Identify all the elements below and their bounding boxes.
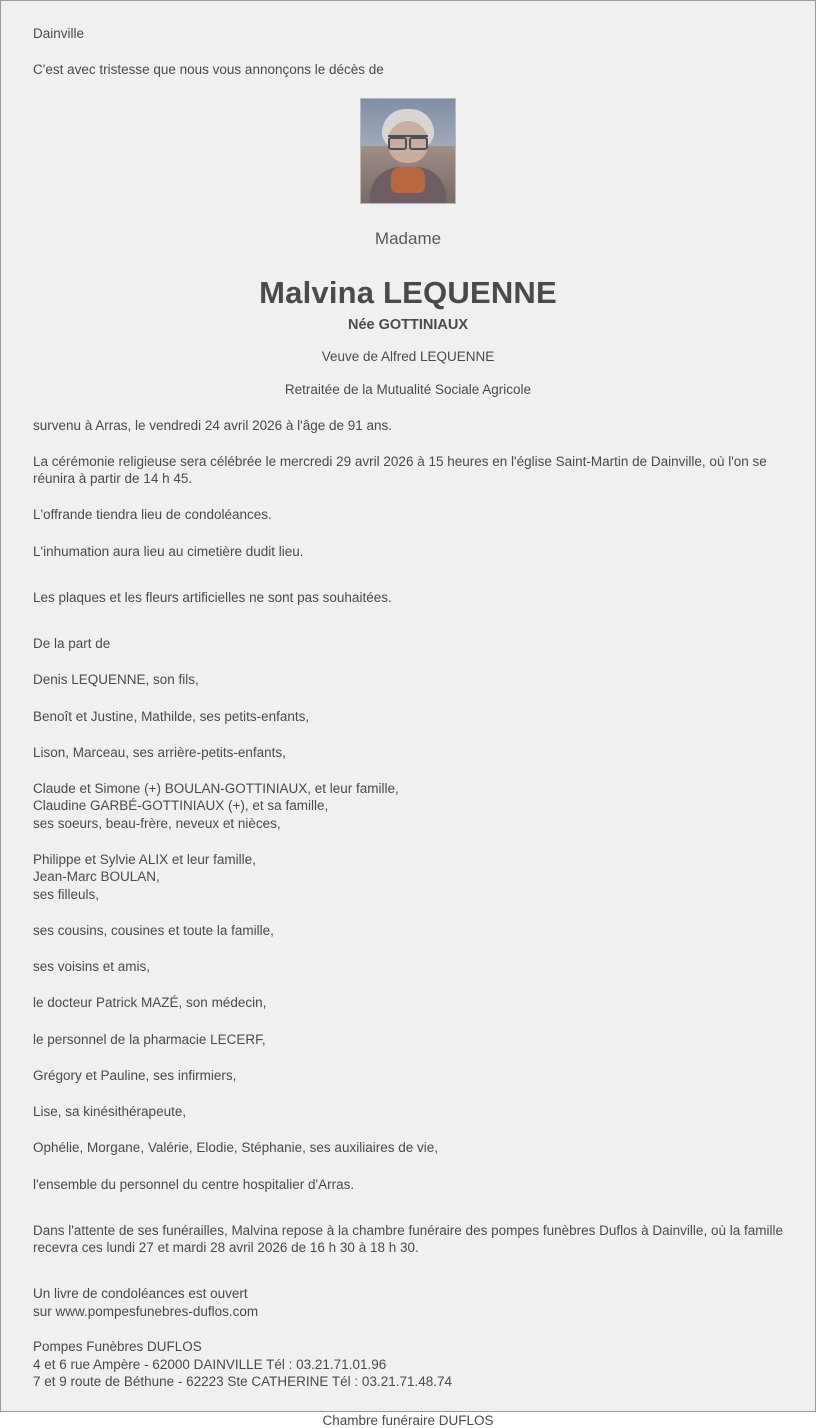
- family-line: le personnel de la pharmacie LECERF,: [33, 1031, 266, 1047]
- portrait-container: [33, 98, 783, 209]
- from-label: De la part de: [33, 636, 111, 652]
- family-line: ses filleuls,: [33, 886, 100, 902]
- family-line: Denis LEQUENNE, son fils,: [33, 672, 199, 688]
- company-name: Pompes Funèbres DUFLOS: [33, 1338, 202, 1354]
- family-line: Claudine GARBÉ-GOTTINIAUX (+), et sa famille,: [33, 798, 329, 814]
- family-group: [33, 958, 783, 975]
- family-group: [33, 671, 783, 688]
- resting-line: Dans l'attente de ses funérailles, Malvina repose à la chambre funéraire des pompes funèbres Duflos à Dainville, où la famille recevra ces lundi 27 et mardi 28 avril 2026 de 16 h 30 à 18 h 30.: [33, 1222, 783, 1256]
- civility-label: Madame: [374, 228, 442, 248]
- ceremony-line: La cérémonie religieuse sera célébrée le mercredi 29 avril 2026 à 15 heures en l'église Saint-Martin de Dainville, où l'on se réunira à partir de 14 h 45.: [33, 453, 767, 487]
- funeral-home-label: Chambre funéraire DUFLOS: [322, 1412, 494, 1428]
- family-list: [33, 671, 783, 1193]
- family-group: [33, 780, 783, 832]
- family-group: [33, 1176, 783, 1193]
- spacer-3: [33, 1212, 783, 1222]
- family-line: Claude et Simone (+) BOULAN-GOTTINIAUX, et leur famille,: [33, 781, 399, 797]
- photo-glasses: [388, 135, 428, 148]
- family-group: [33, 922, 783, 939]
- deceased-name: Malvina LEQUENNE: [259, 274, 557, 310]
- family-line: Lison, Marceau, ses arrière-petits-enfants,: [33, 744, 286, 760]
- photo-scarf: [391, 167, 425, 193]
- company-address-2: 7 et 9 route de Béthune - 62223 Ste CATHERINE Tél : 03.21.71.48.74: [33, 1374, 453, 1390]
- condolences-block: [33, 1285, 783, 1320]
- portrait-photo-icon: [360, 98, 456, 204]
- condolences-website[interactable]: sur www.pompesfunebres-duflos.com: [33, 1303, 259, 1319]
- family-line: Ophélie, Morgane, Valérie, Elodie, Stéphanie, ses auxiliaires de vie,: [33, 1140, 438, 1156]
- flowers-line: Les plaques et les fleurs artificielles ne sont pas souhaitées.: [33, 589, 392, 605]
- announcement-text: C'est avec tristesse que nous vous annonçons le décès de: [33, 62, 384, 78]
- death-line: survenu à Arras, le vendredi 24 avril 2026 à l'âge de 91 ans.: [33, 417, 393, 433]
- family-group: [33, 1067, 783, 1084]
- family-group: [33, 851, 783, 903]
- family-group: [33, 1103, 783, 1120]
- family-line: Philippe et Sylvie ALIX et leur famille,: [33, 851, 256, 867]
- family-line: Lise, sa kinésithérapeute,: [33, 1104, 187, 1120]
- family-group: [33, 1139, 783, 1156]
- burial-line: L'inhumation aura lieu au cimetière dudit lieu.: [33, 543, 304, 559]
- offering-line: L'offrande tiendra lieu de condoléances.: [33, 507, 272, 523]
- family-line: ses voisins et amis,: [33, 959, 151, 975]
- family-group: [33, 994, 783, 1011]
- family-line: le docteur Patrick MAZÉ, son médecin,: [33, 995, 267, 1011]
- family-line: Grégory et Pauline, ses infirmiers,: [33, 1067, 237, 1083]
- family-line: Jean-Marc BOULAN,: [33, 869, 160, 885]
- family-line: ses soeurs, beau-frère, neveux et nièces,: [33, 815, 281, 831]
- company-block: [33, 1338, 783, 1391]
- condolences-line-1: Un livre de condoléances est ouvert: [33, 1286, 248, 1302]
- spouse-line: Veuve de Alfred LEQUENNE: [321, 348, 495, 364]
- family-group: [33, 744, 783, 761]
- family-line: ses cousins, cousines et toute la famille,: [33, 922, 274, 938]
- family-line: Benoît et Justine, Mathilde, ses petits-enfants,: [33, 708, 310, 724]
- family-group: [33, 708, 783, 725]
- spacer: [33, 579, 783, 589]
- company-address-1: 4 et 6 rue Ampère - 62000 DAINVILLE Tél : 03.21.71.01.96: [33, 1356, 387, 1372]
- maiden-name: Née GOTTINIAUX: [347, 316, 469, 333]
- spacer-2: [33, 625, 783, 635]
- family-line: l'ensemble du personnel du centre hospitalier d'Arras.: [33, 1176, 355, 1192]
- family-group: [33, 1031, 783, 1048]
- locality: Dainville: [33, 26, 85, 41]
- spacer-4: [33, 1275, 783, 1285]
- occupation-line: Retraitée de la Mutualité Sociale Agricole: [284, 381, 532, 397]
